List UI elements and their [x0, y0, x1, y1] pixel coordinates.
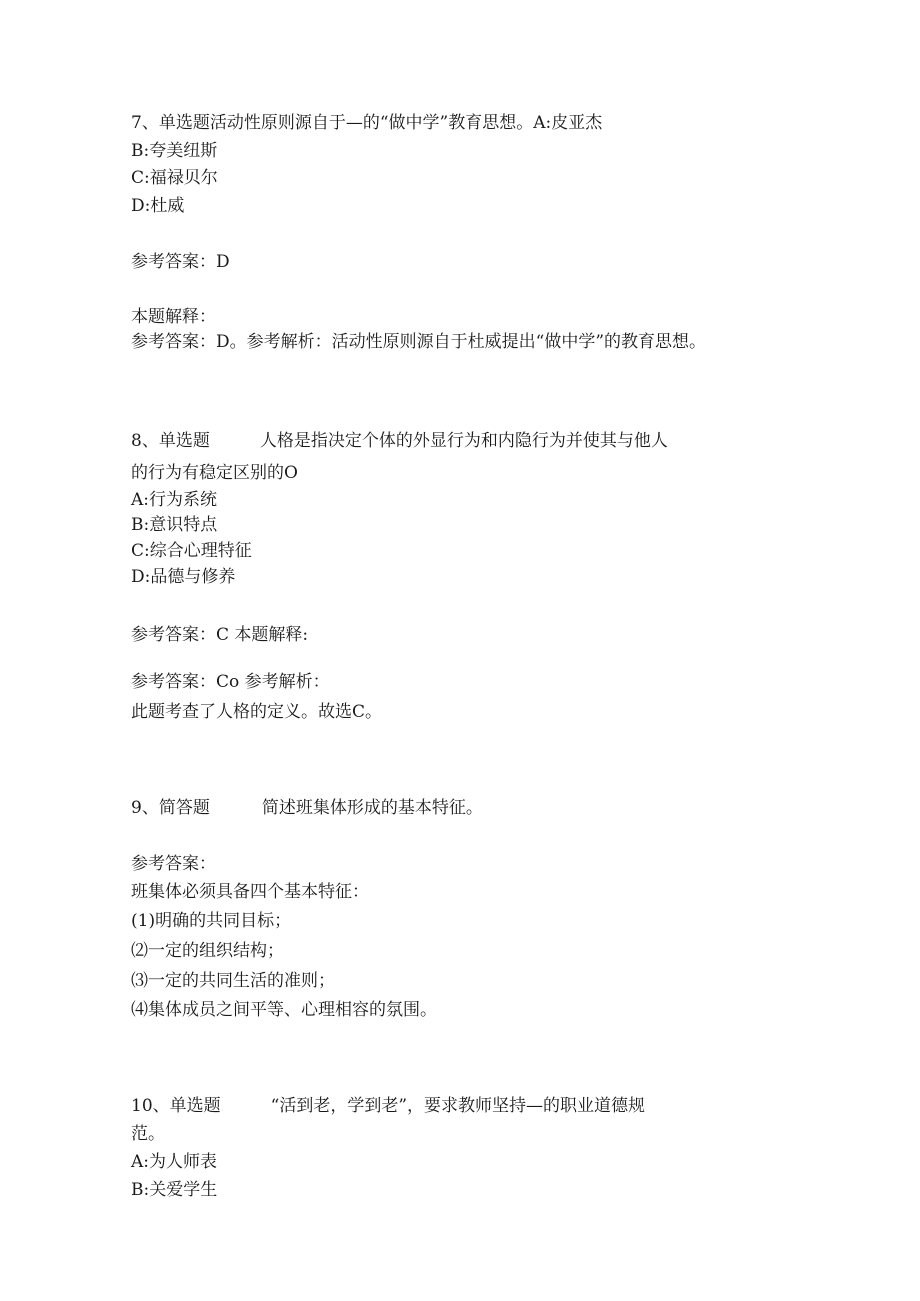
q8-explain-line2: 此题考查了人格的定义。故选C。 — [131, 702, 383, 722]
q7-option-d: D:杜威 — [131, 196, 185, 216]
q8-stem-line2: 的行为有稳定区别的O — [131, 463, 298, 483]
q8-option-c: C:综合心理特征 — [131, 541, 252, 561]
q8-number: 8、单选题 — [131, 431, 210, 451]
q7-stem: 7、单选题活动性原则源自于—的“做中学”教育思想。A:皮亚杰 — [131, 113, 603, 133]
q10-stem-line1 — [131, 1095, 645, 1117]
q8-stem-text: 人格是指决定个体的外显行为和内隐行为并使其与他人 — [259, 431, 668, 451]
q9-answer-intro: 班集体必须具备四个基本特征： — [131, 882, 369, 902]
q9-point-1: (1)明确的共同目标； — [131, 911, 292, 931]
q8-stem-line1 — [131, 430, 668, 452]
q8-option-b: B:意识特点 — [131, 515, 218, 535]
q10-stem-text: “活到老，学到老”，要求教师坚持—的职业道德规 — [270, 1096, 646, 1116]
q7-explain-title: 本题解释： — [131, 307, 216, 327]
q7-option-c: C:福禄贝尔 — [131, 168, 218, 188]
q9-stem — [131, 797, 483, 819]
q10-option-a: A:为人师表 — [131, 1152, 218, 1172]
q9-answer-title: 参考答案： — [131, 854, 216, 874]
q8-answer: 参考答案：C 本题解释: — [131, 625, 309, 645]
q7-option-b: B:夸美纽斯 — [131, 141, 218, 161]
q7-answer: 参考答案：D — [131, 252, 230, 272]
q8-explain-line1: 参考答案：Co 参考解析： — [131, 672, 330, 692]
q10-option-b: B:关爱学生 — [131, 1180, 218, 1200]
q9-point-2: ⑵一定的组织结构； — [131, 941, 284, 961]
q9-number: 9、简答题 — [131, 798, 210, 818]
q8-option-d: D:品德与修养 — [131, 567, 236, 587]
q7-explain: 参考答案：D。参考解析：活动性原则源自于杜威提出“做中学”的教育思想。 — [131, 332, 707, 352]
q10-stem-line2: 范。 — [131, 1124, 165, 1144]
q10-number: 10、单选题 — [131, 1096, 221, 1116]
q9-point-3: ⑶一定的共同生活的准则； — [131, 971, 335, 991]
q9-stem-text: 简述班集体形成的基本特征。 — [261, 798, 483, 818]
q9-point-4: ⑷集体成员之间平等、心理相容的氛围。 — [131, 1000, 437, 1020]
q8-option-a: A:行为系统 — [131, 490, 218, 510]
